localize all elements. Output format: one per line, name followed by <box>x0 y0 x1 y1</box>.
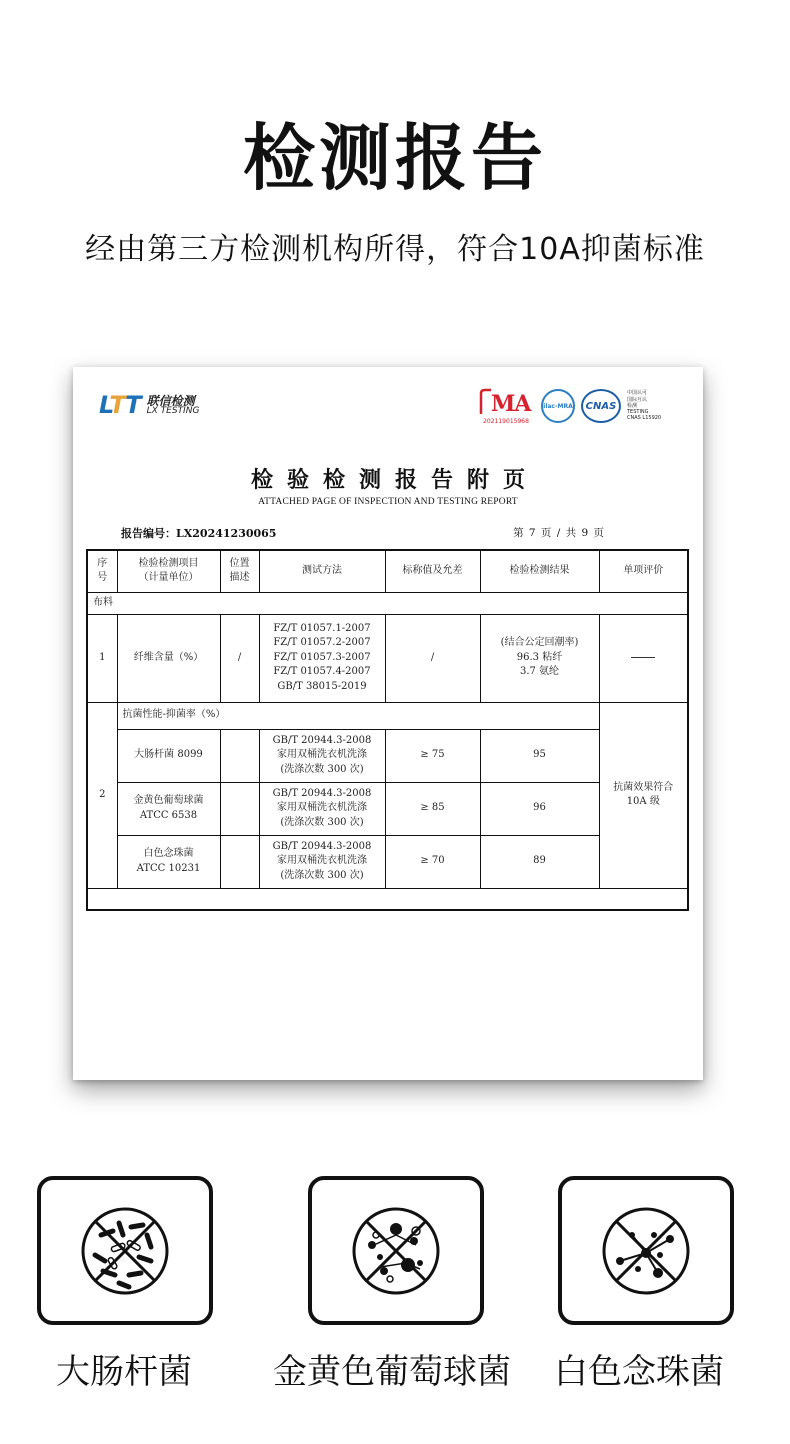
table-row: 1 纤维含量（%） / FZ/T 01057.1-2007 FZ/T 01057.2-2007 FZ/T 01057.3-2007 FZ/T 01057.4-2007 GB/T 38015-2019 / (结合公定回潮率) 96.3 粘纤 3.7 氨纶 <box>87 614 688 702</box>
col-result: 检验检测结果 <box>480 550 599 592</box>
category-row: 布料 <box>87 592 688 614</box>
table-row: 金黄色葡萄球菌 ATCC 6538 GB/T 20944.3-2008 家用双桶洗衣机洗涤 (洗涤次数 300 次) ≥ 85 96 <box>87 782 688 835</box>
page-info: 第 7 页 / 共 9 页 <box>513 527 605 539</box>
logo-mark: LTT <box>99 391 141 419</box>
report-title-en: ATTACHED PAGE OF INSPECTION AND TESTING REPORT <box>258 497 518 507</box>
report-number: 报告编号：LX20241230065 <box>121 527 277 540</box>
blank-row <box>87 888 688 910</box>
col-evaluation: 单项评价 <box>599 550 688 592</box>
table-row: 大肠杆菌 8099 GB/T 20944.3-2008 家用双桶洗衣机洗涤 (洗涤次数 300 次) ≥ 75 95 <box>87 729 688 782</box>
col-standard: 标称值及允差 <box>385 550 480 592</box>
table-header-row <box>87 550 688 592</box>
staphylococcus-label: 金黄色葡萄球菌 <box>273 1352 511 1392</box>
results-table <box>86 549 689 911</box>
col-method: 测试方法 <box>259 550 385 592</box>
certification-marks <box>477 387 667 425</box>
col-position: 位置 描述 <box>220 550 259 592</box>
e-coli-label: 大肠杆菌 <box>56 1352 192 1392</box>
report-document <box>73 367 703 1080</box>
logo-name-en: LX TESTING <box>146 405 200 416</box>
col-seq: 序 号 <box>87 550 117 592</box>
col-item: 检验检测项目 （计量单位） <box>117 550 220 592</box>
cma-seal: MA 202119015968 <box>477 387 535 425</box>
candida-crossed-icon <box>558 1176 734 1325</box>
lx-testing-logo <box>99 391 199 419</box>
cnas-seal: CNAS <box>581 389 621 423</box>
ilac-mra-seal: ilac-MRA <box>541 389 575 423</box>
logo-name-cn: 联信检测 <box>146 393 195 408</box>
cnas-caption: 中国认可 国际互认 检测 TESTING CNAS L15920 <box>627 390 662 422</box>
staphylococcus-crossed-icon <box>308 1176 484 1325</box>
e-coli-crossed-icon <box>37 1176 213 1325</box>
candida-label: 白色念珠菌 <box>554 1352 724 1392</box>
page-subtitle: 经由第三方检测机构所得，符合10A抑菌标准 <box>85 232 705 267</box>
table-row: 2 抗菌性能-抑菌率（%） 抗菌效果符合10A 级 <box>87 702 688 729</box>
page-title: 检测报告 <box>242 116 547 200</box>
report-title: 检验检测报告附页 <box>250 467 539 493</box>
table-row: 白色念珠菌 ATCC 10231 GB/T 20944.3-2008 家用双桶洗衣机洗涤 (洗涤次数 300 次) ≥ 70 89 <box>87 835 688 888</box>
evaluation-dash <box>599 614 688 702</box>
